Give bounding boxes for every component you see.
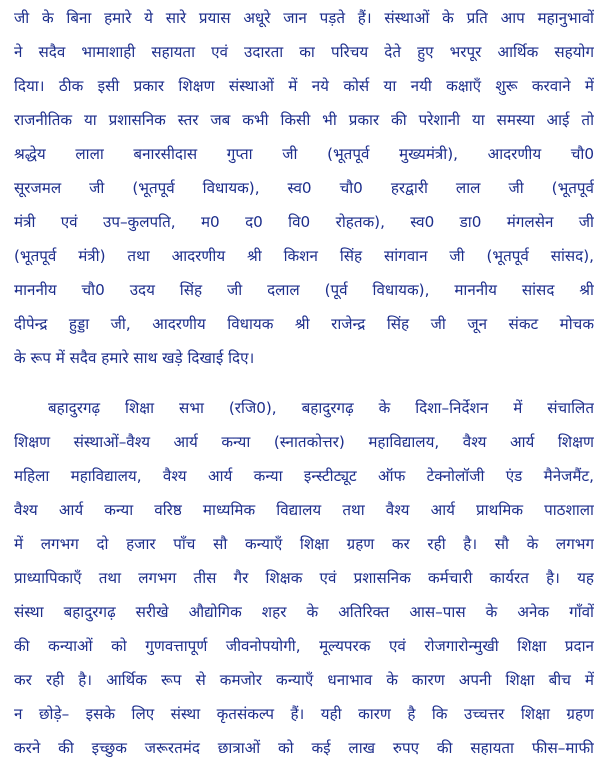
text-line: मंत्री एवं उप–कुलपति, म0 द0 वि0 रोहतक), स्व0 डा0 मंगलसेन जी [14, 213, 594, 231]
text-line: राजनीतिक या प्रशासनिक स्तर जब कभी किसी भी प्रकार की परेशानी या समस्या आई तो [14, 111, 594, 129]
text-line: में लगभग दो हजार पाँच सौ कन्याएँ शिक्षा ग्रहण कर रही है। सौ के लगभग [14, 535, 594, 553]
text-line: बहादुरगढ़ शिक्षा सभा (रजि0), बहादुरगढ़ के दिशा–निर्देशन में संचालित [48, 399, 594, 417]
text-line: दिया। ठीक इसी प्रकार शिक्षण संस्थाओं में नये कोर्स या नयी कक्षाएँ शुरू करवाने में [14, 77, 594, 95]
text-line: संस्था बहादुरगढ़ सरीखे औद्योगिक शहर के अतिरिक्त आस–पास के अनेक गाँवों [14, 603, 594, 621]
text-line: शिक्षण संस्थाओं–वैश्य आर्य कन्या (स्नातकोत्तर) महाविद्यालय, वैश्य आर्य शिक्षण [14, 433, 594, 451]
text-line: प्राध्यापिकाएँ तथा लगभग तीस गैर शिक्षक एवं प्रशासनिक कर्मचारी कार्यरत है। यह [14, 569, 594, 587]
text-line: की कन्याओं को गुणवत्तापूर्ण जीवनोपयोगी, मूल्यपरक एवं रोजगारोन्मुखी शिक्षा प्रदान [14, 637, 594, 655]
text-line: (भूतपूर्व मंत्री) तथा आदरणीय श्री किशन सिंह सांगवान जी (भूतपूर्व सांसद), [14, 247, 594, 265]
text-line: करने की इच्छुक जरूरतमंद छात्राओं को कई लाख रुपए की सहायता फीस–माफी [14, 739, 594, 757]
text-line: वैश्य आर्य कन्या वरिष्ठ माध्यमिक विद्यालय तथा वैश्य आर्य प्राथमिक पाठशाला [14, 501, 594, 519]
text-line: श्रद्धेय लाला बनारसीदास गुप्ता जी (भूतपूर्व मुख्यमंत्री), आदरणीय चौ0 [14, 145, 594, 163]
text-line: दीपेन्द्र हुड्डा जी, आदरणीय विधायक श्री राजेन्द्र सिंह जी जून संकट मोचक [14, 315, 594, 333]
text-line: न छोड़े– इसके लिए संस्था कृतसंकल्प हैं। यही कारण है कि उच्चत्तर शिक्षा ग्रहण [14, 705, 594, 723]
text-line: माननीय चौ0 उदय सिंह जी दलाल (पूर्व विधायक), माननीय सांसद श्री [14, 281, 594, 299]
text-line: के रूप में सदैव हमारे साथ खड़े दिखाई दिए। [14, 349, 255, 367]
text-line: सूरजमल जी (भूतपूर्व विधायक), स्व0 चौ0 हरद्वारी लाल जी (भूतपूर्व [14, 179, 594, 197]
text-line: कर रही है। आर्थिक रूप से कमजोर कन्याएँ धनाभाव के कारण अपनी शिक्षा बीच में [14, 671, 594, 689]
text-line: ने सदैव भामाशाही सहायता एवं उदारता का परिचय देते हुए भरपूर आर्थिक सहयोग [14, 43, 594, 61]
text-line: महिला महाविद्यालय, वैश्य आर्य कन्या इन्स्टीट्यूट ऑफ टेक्नोलॉजी एंड मैनेजमैंट, [14, 467, 594, 485]
text-line: जी के बिना हमारे ये सारे प्रयास अधूरे जान पड़ते हैं। संस्थाओं के प्रति आप महानुभावों [14, 9, 594, 27]
